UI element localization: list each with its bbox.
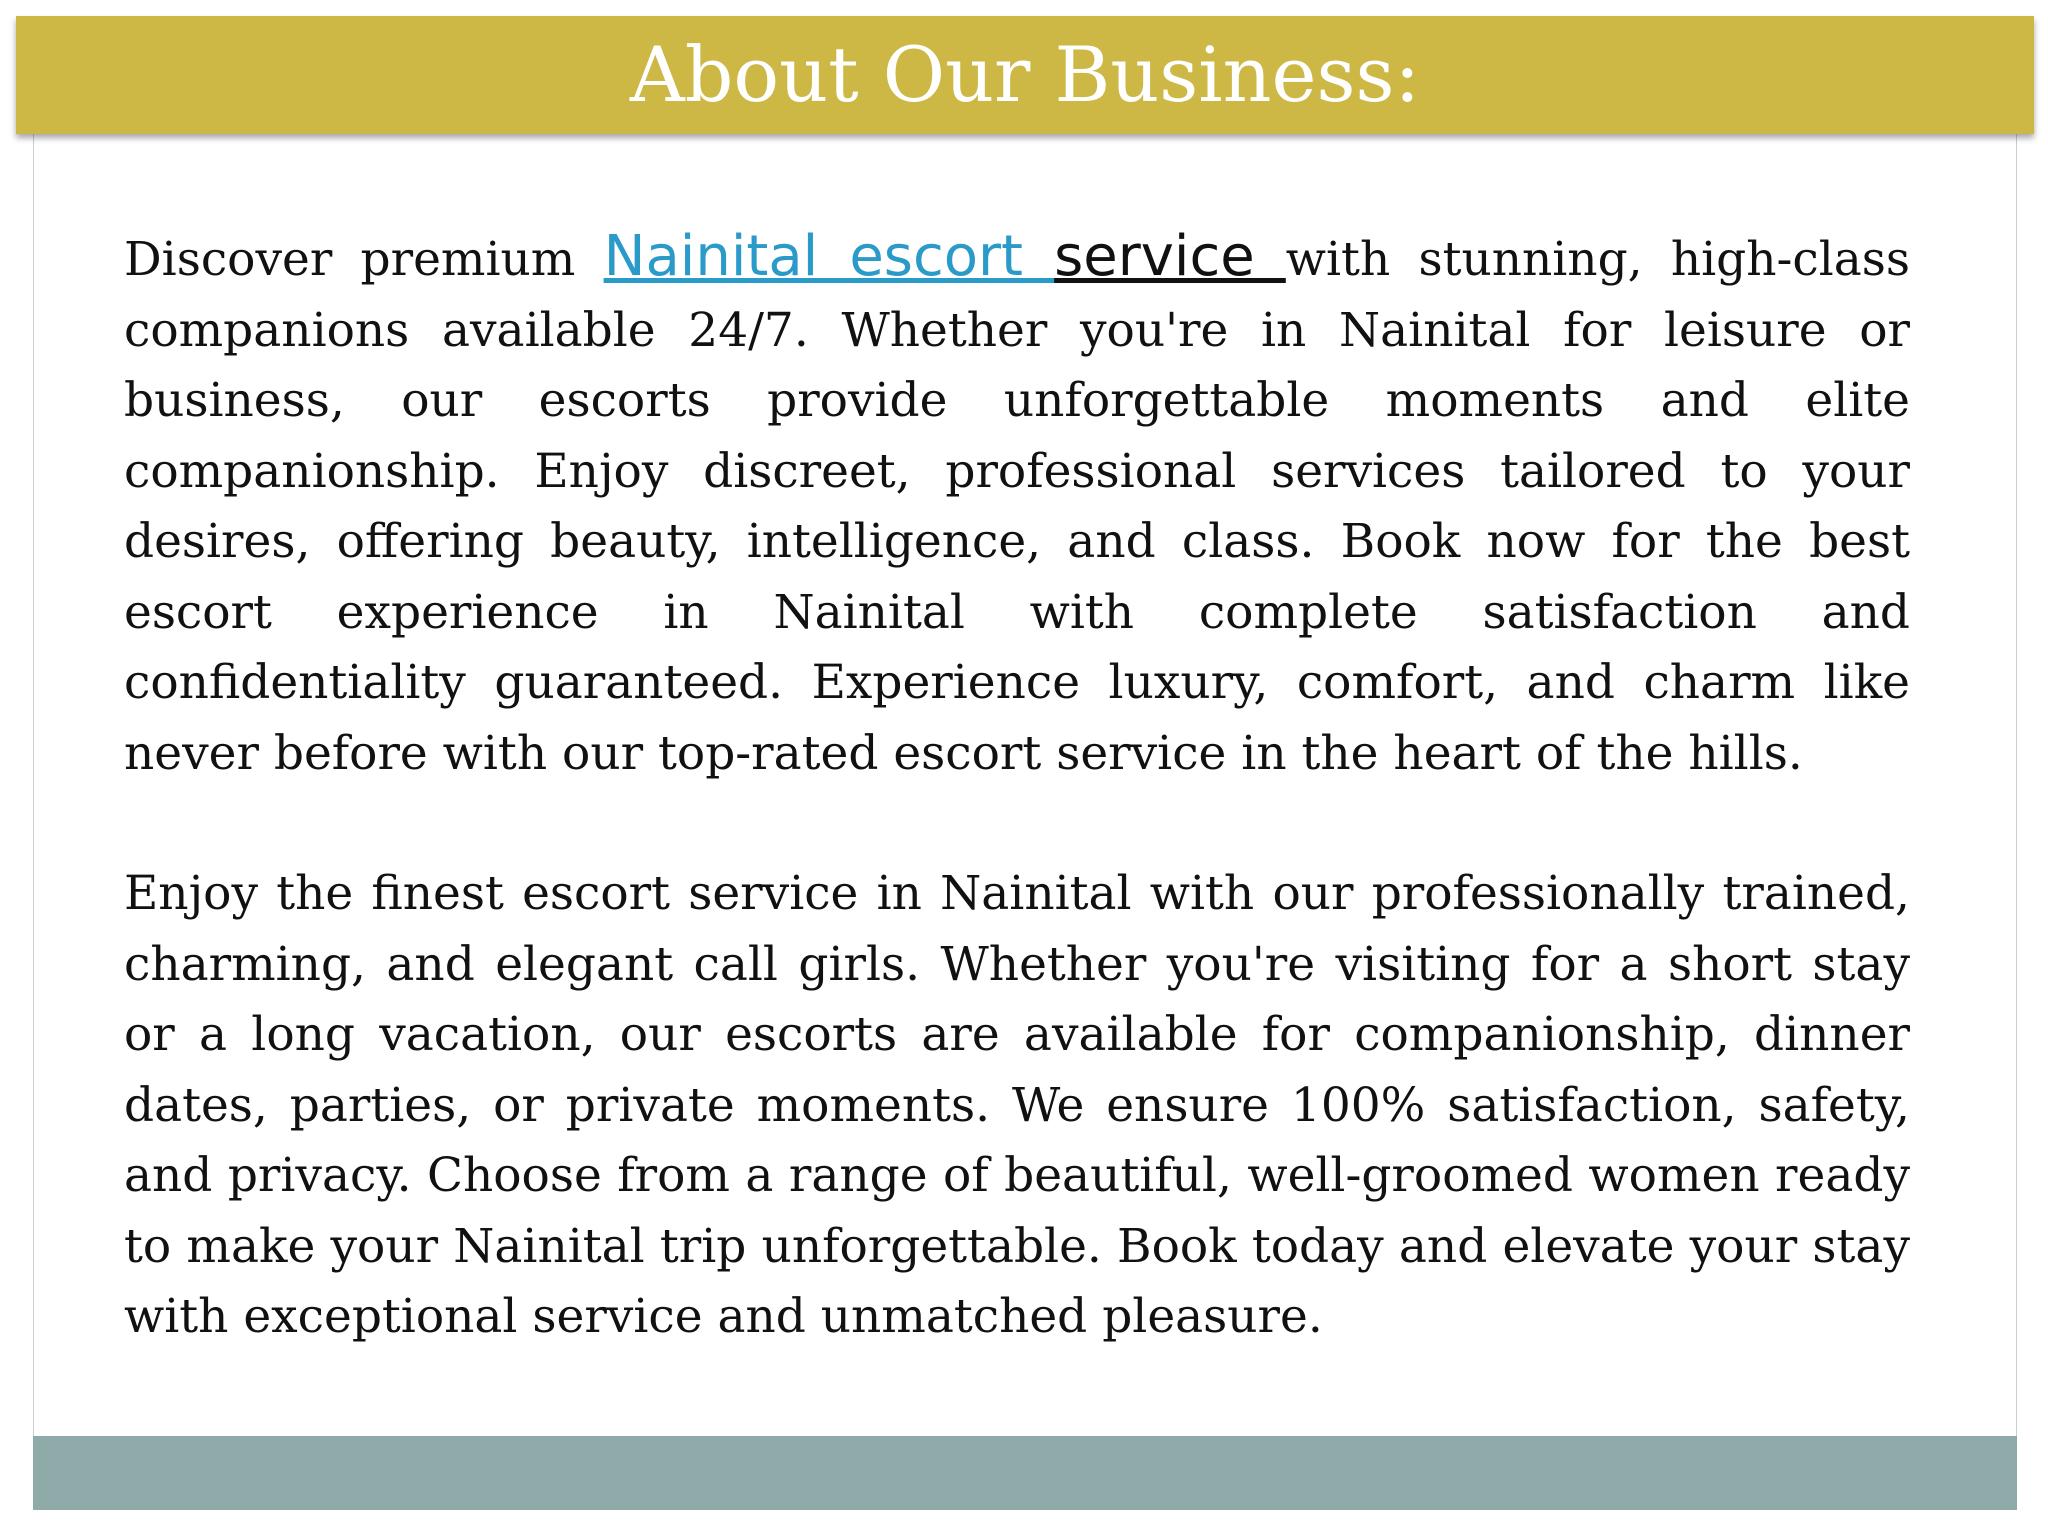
paragraph-2: Enjoy the finest escort service in Nainital with our professionally trained, charming, and elegant call girls. Whether you're visiting for a short stay or a long vacation, our escorts are available for companionship, dinner dates, parties, or private moments. We ensure 100% satisfaction, safety, and privacy. Choose from a range of beautiful, well-groomed women ready to make your Nainital trip unforgettable. Book today and elevate your stay with exceptional service and unmatched pleasure. xyxy=(124,866,1910,1344)
nainital-escort-link[interactable]: Nainital escort xyxy=(603,224,1055,289)
paragraph-1-rest: with stunning, high-class companions available 24/7. Whether you're in Nainital for leisure or business, our escorts provide unforgettable moments and elite companionship. Enjoy discreet, professional services tailored to your desires, offering beauty, intelligence, and class. Book now for the best escort experience in Nainital with complete satisfaction and confidentiality guaranteed. Experience luxury, comfort, and charm like never before with our top-rated escort service in the heart of the hills. xyxy=(124,232,1910,781)
paragraph-1 xyxy=(124,222,1910,789)
paragraph-1-intro: Discover premium xyxy=(124,232,604,287)
title-bar xyxy=(16,16,2034,134)
slide-title: About Our Business: xyxy=(629,30,1421,119)
body-text xyxy=(124,222,1910,1353)
footer-bar xyxy=(33,1436,2017,1510)
underlined-service-word: service xyxy=(1054,224,1286,289)
